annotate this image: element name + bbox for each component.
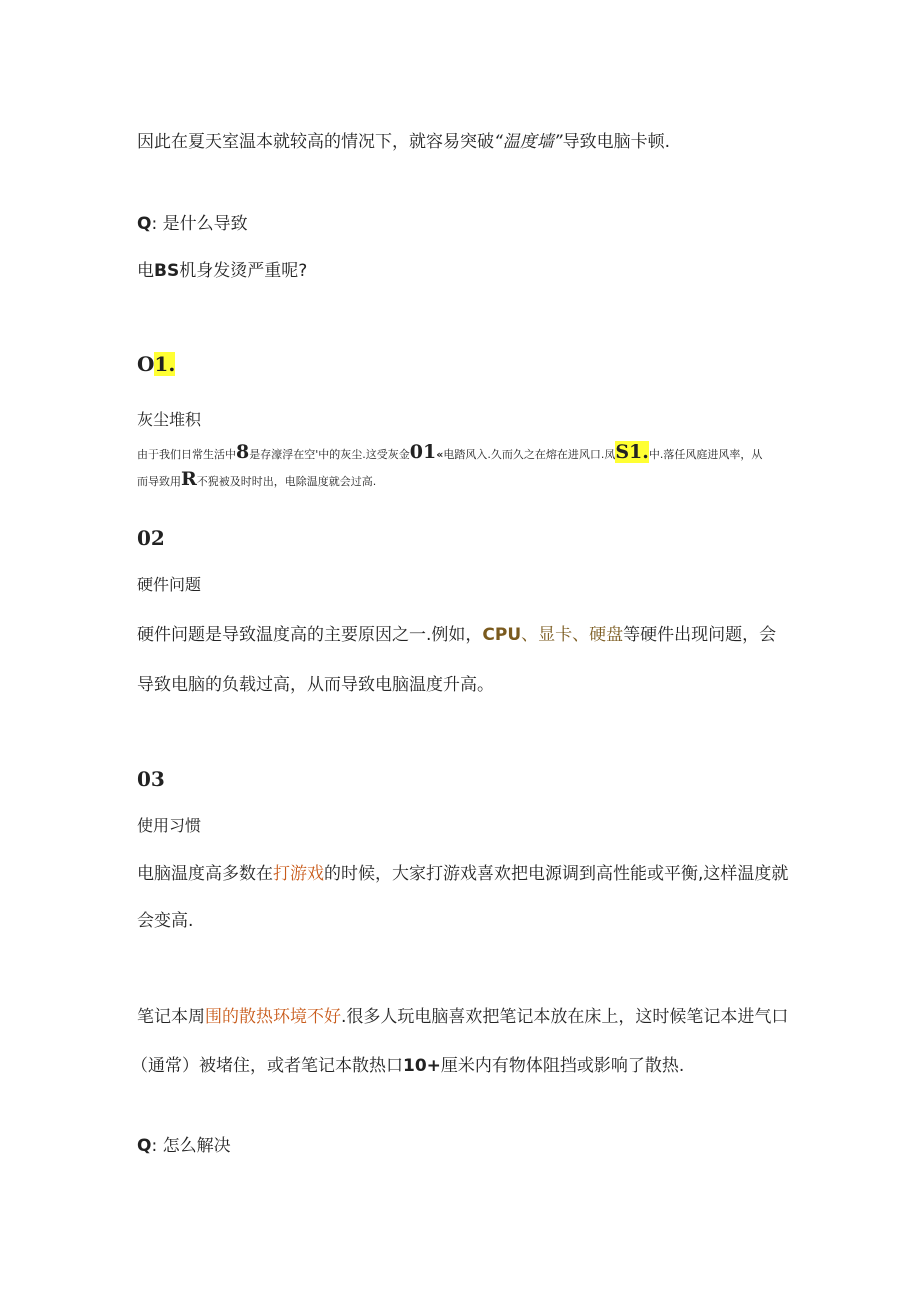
intro-text-b: 导致电脑卡顿. xyxy=(562,132,671,152)
hardware-paragraph-line-1 xyxy=(137,620,776,645)
hardware-sep-2: 、 xyxy=(572,625,590,645)
environment-highlight: 围的散热环境不好 xyxy=(205,1007,341,1027)
dust-text-e: « xyxy=(436,448,444,461)
habits-text-b: 的时候，大家打游戏喜欢把电源调到高性能或平衡,这样温度就 xyxy=(324,864,789,884)
question-2 xyxy=(137,1131,231,1156)
hardware-gpu: 显卡 xyxy=(538,625,573,645)
hardware-cpu: CPU xyxy=(482,625,522,645)
dust-text-k: 不猊被及时时出，电除温度就会过高. xyxy=(196,475,377,488)
section-heading-01-o: O xyxy=(137,352,155,376)
habits-paragraph-line-1 xyxy=(137,859,788,884)
dust-paragraph-line-2 xyxy=(137,468,376,490)
dust-paragraph-line-1 xyxy=(137,441,762,463)
habits-paragraph-line-2: 会变高. xyxy=(137,911,194,931)
dust-text-g: S1. xyxy=(615,441,649,463)
dust-text-c: 是存濠浮在空'中的灰尘.这受灰金 xyxy=(249,448,410,461)
section-title-3: 使用习惯 xyxy=(137,816,202,835)
question-1-text: : 是什么导致 xyxy=(151,214,248,234)
intro-quote: “温度墙” xyxy=(494,132,563,152)
question-1-label: Q xyxy=(137,214,152,234)
dust-text-b: 8 xyxy=(236,441,250,463)
question-1-cont-a: 电 xyxy=(137,261,154,281)
section-heading-01 xyxy=(137,352,175,376)
hardware-text-a: 硬件问题是导致温度高的主要原因之一.例如， xyxy=(137,625,483,645)
section-title-1: 灰尘堆积 xyxy=(137,410,202,429)
dust-text-d: 01 xyxy=(409,441,437,463)
question-1-cont-bs: BS xyxy=(154,261,180,281)
intro-text-a: 因此在夏天室温本就较高的情况下，就容易突破 xyxy=(137,132,494,152)
environment-paragraph-line-1 xyxy=(137,1002,788,1027)
hardware-sep-1: 、 xyxy=(521,625,539,645)
question-2-label: Q xyxy=(137,1136,152,1156)
question-1 xyxy=(137,209,248,234)
hardware-disk: 硬盘 xyxy=(589,625,624,645)
dust-text-i: 而导致用 xyxy=(137,475,181,488)
dust-text-j: R xyxy=(181,468,197,490)
habits-game: 打游戏 xyxy=(273,864,324,884)
question-1-cont-b: 机身发烫严重呢? xyxy=(179,261,308,281)
dust-text-h: 中.落任风庭进风率，从 xyxy=(648,448,763,461)
habits-text-a: 电脑温度高多数在 xyxy=(137,864,273,884)
hardware-paragraph-line-2: 导致电脑的负载过高，从而导致电脑温度升高。 xyxy=(137,675,494,695)
hardware-text-b: 等硬件出现问题，会 xyxy=(623,625,777,645)
environment-text-c: （通常）被堵住，或者笔记本散热口 xyxy=(131,1056,403,1076)
question-1-continuation xyxy=(137,256,307,281)
section-title-2: 硬件问题 xyxy=(137,575,202,594)
environment-text-d: 厘米内有物体阻挡或影响了散热. xyxy=(440,1056,685,1076)
environment-paragraph-line-2 xyxy=(131,1051,684,1076)
dust-text-a: 由于我们日常生活中 xyxy=(137,448,236,461)
section-heading-01-num: 1. xyxy=(154,352,176,376)
intro-paragraph xyxy=(137,127,670,152)
section-heading-03: 03 xyxy=(137,767,165,791)
environment-num: 10+ xyxy=(403,1056,441,1076)
environment-text-b: .很多人玩电脑喜欢把笔记本放在床上，这时候笔记本进气口 xyxy=(341,1007,789,1027)
dust-text-f: 电踏风入.久而久之在熔在进风口.凤 xyxy=(443,448,616,461)
question-2-text: : 怎么解决 xyxy=(151,1136,231,1156)
environment-text-a: 笔记本周 xyxy=(137,1007,205,1027)
section-heading-02: 02 xyxy=(137,526,165,550)
